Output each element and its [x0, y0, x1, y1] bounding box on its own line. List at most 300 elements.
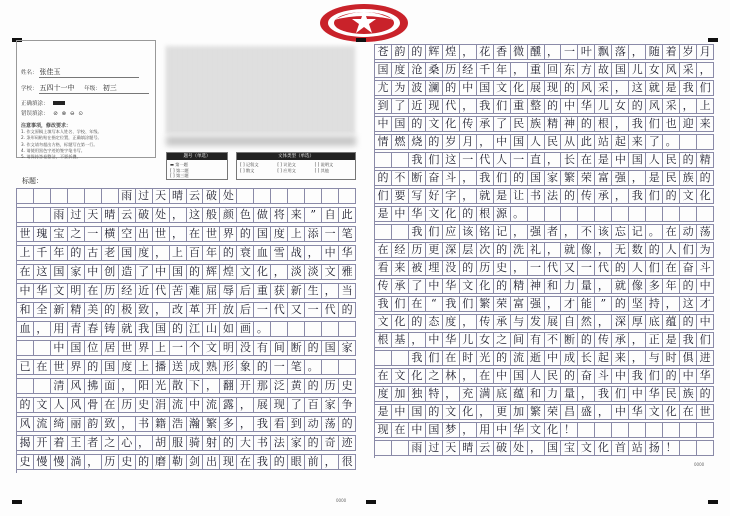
- grid-cell: 国: [426, 423, 443, 437]
- grid-cell: [288, 322, 305, 336]
- grid-cell: 是: [663, 81, 680, 95]
- grid-cell: ！: [561, 423, 578, 437]
- grid-cell: ，: [460, 369, 477, 383]
- grid-cell: 揭: [17, 436, 34, 450]
- grid-cell: 雪: [271, 246, 288, 260]
- grid-cell: 中: [17, 284, 34, 298]
- grid-cell: 我: [680, 333, 697, 347]
- grid-cell: ，: [511, 225, 528, 239]
- grid-cell: 在: [375, 243, 392, 257]
- grid-cell: 的: [494, 279, 511, 293]
- grid-cell: ，: [545, 153, 562, 167]
- essay-line: [17, 245, 356, 261]
- grid-cell: [595, 423, 612, 437]
- grid-cell: 底: [494, 387, 511, 401]
- grid-cell: 自: [322, 208, 339, 222]
- grid-cell: 民: [663, 171, 680, 185]
- question-number-box: 题号（单选） ▬ 第一题 [ ] 第二题 [ ] 第三题: [166, 152, 228, 180]
- genre-option[interactable]: [ ] 说明文: [314, 162, 334, 167]
- grid-cell: 民: [663, 387, 680, 401]
- grid-cell: 这: [680, 297, 697, 311]
- grid-cell: 青: [68, 322, 85, 336]
- grid-cell: 胡: [153, 436, 170, 450]
- grid-cell: 展: [254, 398, 271, 412]
- grid-cell: 神: [528, 279, 545, 293]
- school-underline: [39, 93, 149, 94]
- grid-cell: 在: [680, 405, 697, 419]
- grid-cell: 一: [305, 303, 322, 317]
- grid-cell: 和: [17, 303, 34, 317]
- grid-cell: 化: [392, 315, 409, 329]
- grid-cell: 多: [646, 279, 663, 293]
- grid-cell: 的: [629, 99, 646, 113]
- grid-cell: [375, 441, 392, 455]
- grid-cell: 界: [136, 341, 153, 355]
- grid-cell: 度: [136, 246, 153, 260]
- grid-cell: 国: [409, 405, 426, 419]
- grid-cell: 的: [680, 153, 697, 167]
- essay-line: [17, 435, 356, 451]
- grid-cell: 梦: [443, 423, 460, 437]
- grid-cell: 的: [85, 360, 102, 374]
- grid-cell: 的: [578, 333, 595, 347]
- grid-cell: 文: [426, 117, 443, 131]
- grid-cell: ，: [595, 315, 612, 329]
- grid-cell: [34, 341, 51, 355]
- essay-line: [17, 302, 356, 318]
- grid-cell: ，: [460, 45, 477, 59]
- grid-cell: 们: [494, 99, 511, 113]
- wrong-fill-row: 错误填涂： ⊘ ⊗ ⊖ ⊙: [21, 111, 84, 117]
- grid-cell: 们: [646, 189, 663, 203]
- grid-cell: 之: [102, 436, 119, 450]
- grid-cell: [392, 225, 409, 239]
- grid-cell: ，: [237, 417, 254, 431]
- question-option[interactable]: ▬ 第一题: [170, 162, 188, 167]
- grid-cell: 文: [460, 279, 477, 293]
- grid-cell: 。: [646, 225, 663, 239]
- grid-cell: 断: [561, 333, 578, 347]
- grid-cell: 的: [443, 81, 460, 95]
- grid-cell: 国: [375, 63, 392, 77]
- grid-cell: 们: [494, 171, 511, 185]
- grid-cell: 是: [375, 405, 392, 419]
- grid-cell: 繁: [477, 297, 494, 311]
- grid-cell: 文: [375, 315, 392, 329]
- grid-cell: 过: [426, 441, 443, 455]
- grid-cell: 们: [460, 297, 477, 311]
- grid-cell: 百: [187, 246, 204, 260]
- grid-cell: 的: [409, 45, 426, 59]
- grid-cell: 国: [612, 63, 629, 77]
- grid-cell: 叶: [578, 45, 595, 59]
- grid-cell: 风: [68, 398, 85, 412]
- grid-cell: 淡: [305, 265, 322, 279]
- grid-cell: 近: [409, 99, 426, 113]
- grid-cell: ，: [578, 387, 595, 401]
- grid-cell: 忘: [612, 225, 629, 239]
- grid-cell: 的: [494, 243, 511, 257]
- grid-cell: 新: [51, 303, 68, 317]
- grid-cell: 国: [629, 153, 646, 167]
- left-page: [16, 40, 360, 504]
- grid-cell: 现: [375, 423, 392, 437]
- grid-cell: 历: [119, 398, 136, 412]
- grid-cell: 在: [443, 351, 460, 365]
- grid-cell: ”: [595, 297, 612, 311]
- grid-cell: 空: [119, 227, 136, 241]
- grid-cell: 层: [460, 243, 477, 257]
- grid-cell: 文: [646, 405, 663, 419]
- page-number: 0000: [694, 462, 705, 467]
- grid-cell: ，: [545, 243, 562, 257]
- grid-cell: 人: [646, 153, 663, 167]
- grid-cell: 近: [136, 284, 153, 298]
- grid-cell: 骑: [187, 436, 204, 450]
- grid-cell: 现: [545, 81, 562, 95]
- grid-cell: 好: [426, 189, 443, 203]
- grid-cell: 数: [629, 243, 646, 257]
- grid-cell: 我: [409, 351, 426, 365]
- grid-cell: ，: [203, 379, 220, 393]
- grid-cell: 长: [561, 153, 578, 167]
- grid-cell: 在: [392, 423, 409, 437]
- grid-cell: 江: [187, 322, 204, 336]
- question-option[interactable]: [ ] 第三题: [170, 173, 189, 178]
- grid-cell: 的: [697, 171, 714, 185]
- grid-cell: [578, 423, 595, 437]
- question-option[interactable]: [ ] 第二题: [170, 167, 189, 173]
- grid-cell: ，: [612, 81, 629, 95]
- grid-cell: 颜: [220, 208, 237, 222]
- grid-cell: 代: [545, 261, 562, 275]
- grid-cell: 用: [51, 322, 68, 336]
- grid-cell: 这: [187, 208, 204, 222]
- grid-cell: 韵: [392, 45, 409, 59]
- grid-cell: 正: [646, 333, 663, 347]
- grid-cell: 强: [528, 297, 545, 311]
- grid-cell: 中: [494, 423, 511, 437]
- grid-cell: 出: [136, 227, 153, 241]
- grid-cell: [305, 322, 322, 336]
- grid-cell: 笔: [339, 227, 356, 241]
- grid-cell: 们: [697, 333, 714, 347]
- grid-cell: 儿: [629, 63, 646, 77]
- grid-cell: 这: [34, 265, 51, 279]
- grade-value: 初三: [102, 84, 117, 92]
- grid-cell: [680, 207, 697, 221]
- grid-cell: 华: [443, 279, 460, 293]
- grid-cell: 在: [663, 261, 680, 275]
- grid-cell: 苦: [170, 284, 187, 298]
- grid-cell: 国: [511, 135, 528, 149]
- grid-cell: [34, 208, 51, 222]
- grid-cell: 度: [271, 227, 288, 241]
- grid-cell: 代: [477, 153, 494, 167]
- grid-cell: 明: [220, 341, 237, 355]
- grid-cell: 后: [237, 303, 254, 317]
- grid-cell: ，: [663, 297, 680, 311]
- grid-cell: 者: [85, 436, 102, 450]
- grid-cell: 。: [511, 207, 528, 221]
- grid-cell: 承: [477, 117, 494, 131]
- essay-line: [375, 260, 714, 276]
- grid-cell: 华: [339, 246, 356, 260]
- grid-cell: 在: [34, 360, 51, 374]
- grid-cell: 这: [629, 81, 646, 95]
- grid-cell: ，: [595, 405, 612, 419]
- grid-cell: 站: [595, 135, 612, 149]
- grid-cell: 的: [17, 398, 34, 412]
- grid-cell: 回: [545, 63, 562, 77]
- grid-cell: 国: [322, 341, 339, 355]
- grid-cell: 随: [646, 45, 663, 59]
- grid-cell: 将: [271, 208, 288, 222]
- grid-cell: 风: [663, 63, 680, 77]
- grid-cell: 煌: [443, 45, 460, 59]
- grid-cell: [17, 189, 34, 203]
- school-row: 学校： 五四十一中 年级： 初三: [21, 84, 117, 92]
- essay-line: [17, 340, 356, 356]
- grid-cell: 年: [203, 246, 220, 260]
- grid-cell: 中: [612, 369, 629, 383]
- grid-cell: 破: [203, 189, 220, 203]
- grid-cell: ，: [322, 284, 339, 298]
- grid-cell: 化: [460, 405, 477, 419]
- grid-cell: 法: [545, 189, 562, 203]
- grid-cell: 发: [528, 315, 545, 329]
- grid-cell: 礼: [528, 243, 545, 257]
- grid-cell: 记: [629, 225, 646, 239]
- grid-cell: 中: [392, 405, 409, 419]
- grid-cell: 根: [595, 117, 612, 131]
- essay-line: [375, 242, 714, 258]
- grid-cell: 辱: [220, 284, 237, 298]
- grid-cell: 荣: [494, 297, 511, 311]
- grid-cell: 重: [511, 99, 528, 113]
- grid-cell: 韵: [85, 417, 102, 431]
- grid-cell: 年: [494, 63, 511, 77]
- grid-cell: 澜: [426, 81, 443, 95]
- grid-cell: 在: [17, 265, 34, 279]
- grid-cell: 繁: [528, 405, 545, 419]
- grid-cell: 动: [680, 225, 697, 239]
- grid-cell: 民: [663, 153, 680, 167]
- grid-cell: 致: [102, 417, 119, 431]
- grid-cell: 争: [339, 398, 356, 412]
- grid-cell: 美: [85, 303, 102, 317]
- grid-cell: 奇: [322, 436, 339, 450]
- grid-cell: 是: [494, 189, 511, 203]
- grid-cell: 中: [426, 333, 443, 347]
- grid-cell: [646, 207, 663, 221]
- grid-cell: 晴: [170, 189, 187, 203]
- grid-cell: 花: [477, 45, 494, 59]
- essay-grid-left: [16, 188, 356, 473]
- grid-cell: 的: [612, 261, 629, 275]
- grid-cell: 的: [578, 117, 595, 131]
- genre-option[interactable]: [ ] 议论文: [277, 162, 296, 167]
- grid-cell: [237, 189, 254, 203]
- grid-cell: 是: [646, 171, 663, 185]
- grid-cell: 界: [68, 360, 85, 374]
- essay-line: [17, 416, 356, 432]
- grid-cell: 逝: [528, 351, 545, 365]
- grid-cell: 之: [494, 333, 511, 347]
- grid-cell: 慢: [51, 455, 68, 469]
- grid-cell: 量: [578, 279, 595, 293]
- grid-cell: 上: [170, 246, 187, 260]
- grid-cell: 和: [528, 387, 545, 401]
- essay-line: [375, 188, 714, 204]
- grid-cell: 们: [646, 117, 663, 131]
- grid-cell: 的: [561, 369, 578, 383]
- grid-cell: 史: [119, 455, 136, 469]
- essay-line: [375, 80, 714, 96]
- grid-cell: 。: [254, 322, 271, 336]
- grid-cell: 的: [305, 436, 322, 450]
- grid-cell: ，: [460, 315, 477, 329]
- essay-line: [375, 296, 714, 312]
- essay-line: [17, 397, 356, 413]
- grid-cell: 慢: [34, 455, 51, 469]
- genre-option[interactable]: [ ] 散文: [240, 167, 255, 173]
- grid-cell: [697, 441, 714, 455]
- grid-cell: 民: [511, 117, 528, 131]
- grid-cell: 采: [663, 99, 680, 113]
- grid-cell: [102, 189, 119, 203]
- essay-line: [17, 283, 356, 299]
- grid-cell: 家: [288, 436, 305, 450]
- grid-cell: 族: [528, 117, 545, 131]
- grid-cell: 为: [392, 81, 409, 95]
- grid-cell: 清: [51, 379, 68, 393]
- grid-cell: 华: [34, 284, 51, 298]
- grid-cell: 中: [426, 279, 443, 293]
- grid-cell: 强: [528, 225, 545, 239]
- grid-cell: 中: [153, 265, 170, 279]
- grid-cell: ，: [305, 246, 322, 260]
- grid-cell: 百: [305, 398, 322, 412]
- grid-cell: ，: [170, 227, 187, 241]
- grid-cell: 世: [17, 227, 34, 241]
- grid-cell: ，: [545, 45, 562, 59]
- grid-cell: 我: [409, 153, 426, 167]
- genre-option[interactable]: [ ] 应用文: [277, 167, 296, 173]
- grid-cell: 铭: [477, 225, 494, 239]
- grid-cell: 承: [612, 333, 629, 347]
- grid-cell: 中: [680, 369, 697, 383]
- grid-cell: 化: [511, 81, 528, 95]
- grid-cell: 承: [392, 279, 409, 293]
- grid-cell: 埋: [426, 261, 443, 275]
- grid-cell: 蕴: [511, 387, 528, 401]
- grid-cell: 家: [322, 398, 339, 412]
- grid-cell: 服: [170, 436, 187, 450]
- grid-cell: 国: [153, 322, 170, 336]
- grid-cell: 横: [102, 227, 119, 241]
- grid-cell: 人: [51, 398, 68, 412]
- grid-cell: 能: [578, 297, 595, 311]
- grid-cell: 国: [119, 246, 136, 260]
- grid-cell: 繁: [561, 171, 578, 185]
- grid-cell: 繁: [203, 417, 220, 431]
- grid-cell: 一: [460, 153, 477, 167]
- grid-cell: 此: [578, 135, 595, 149]
- genre-option[interactable]: [ ] 记叙文: [240, 162, 259, 167]
- grid-cell: 精: [68, 303, 85, 317]
- grid-cell: 的: [545, 99, 562, 113]
- grid-cell: 的: [68, 246, 85, 260]
- grid-cell: 华: [409, 207, 426, 221]
- grid-cell: 一: [528, 261, 545, 275]
- grid-cell: [322, 189, 339, 203]
- grid-cell: 我: [375, 297, 392, 311]
- grid-cell: 们: [426, 351, 443, 365]
- grid-cell: 雨: [51, 208, 68, 222]
- grid-cell: 坚: [629, 297, 646, 311]
- essay-line: [17, 207, 356, 223]
- grid-cell: 创: [102, 265, 119, 279]
- grid-cell: 散: [170, 379, 187, 393]
- grid-cell: 的: [680, 315, 697, 329]
- grid-cell: 族: [680, 171, 697, 185]
- grid-cell: [34, 379, 51, 393]
- grid-cell: 国: [102, 360, 119, 374]
- grid-cell: 奋: [426, 171, 443, 185]
- grid-cell: ，: [34, 322, 51, 336]
- grid-cell: [305, 189, 322, 203]
- grid-cell: 奋: [578, 369, 595, 383]
- grid-cell: 致: [136, 303, 153, 317]
- grid-cell: 的: [494, 351, 511, 365]
- grid-cell: 千: [477, 63, 494, 77]
- grid-cell: 沧: [409, 63, 426, 77]
- grid-cell: [629, 423, 646, 437]
- grid-cell: [322, 322, 339, 336]
- grid-cell: 化: [697, 189, 714, 203]
- grid-cell: [339, 322, 356, 336]
- grid-cell: 的: [271, 455, 288, 469]
- grid-cell: [561, 207, 578, 221]
- name-underline: [39, 77, 139, 78]
- grid-cell: ，: [477, 135, 494, 149]
- grid-cell: 现: [220, 455, 237, 469]
- grid-cell: 中: [494, 369, 511, 383]
- grid-cell: 古: [85, 246, 102, 260]
- grid-cell: 才: [697, 297, 714, 311]
- grid-cell: 化: [663, 405, 680, 419]
- grid-cell: 象: [237, 360, 254, 374]
- essay-line: [375, 368, 714, 384]
- grid-cell: 多: [220, 417, 237, 431]
- grid-cell: 代: [271, 303, 288, 317]
- grid-cell: ，: [629, 45, 646, 59]
- grid-cell: 淡: [288, 265, 305, 279]
- grid-cell: 荣: [578, 171, 595, 185]
- grid-cell: 国: [477, 81, 494, 95]
- grid-cell: 生: [305, 284, 322, 298]
- grid-cell: 那: [254, 379, 271, 393]
- grid-cell: 华: [646, 387, 663, 401]
- grid-cell: 在: [102, 398, 119, 412]
- grid-cell: 的: [375, 171, 392, 185]
- grid-cell: 时: [460, 351, 477, 365]
- grid-cell: 不: [545, 333, 562, 347]
- grid-cell: 云: [187, 189, 204, 203]
- grid-cell: 苍: [375, 45, 392, 59]
- genre-option[interactable]: [ ] 其他: [314, 167, 329, 173]
